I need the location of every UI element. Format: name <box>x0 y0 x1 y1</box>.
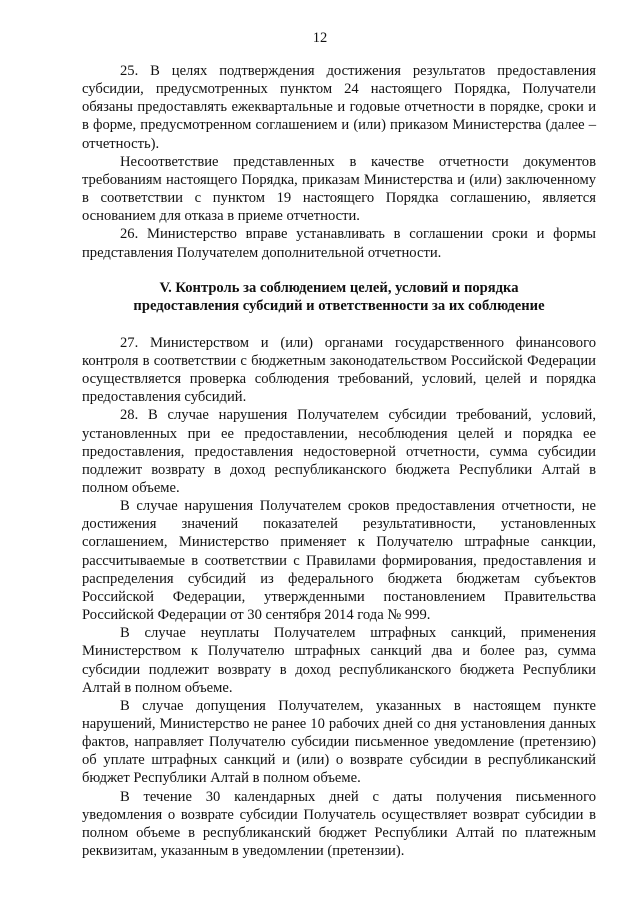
paragraph-25: 25. В целях подтверждения достижения результатов предоставления субсидии, предусмотренных пунктом 24 настоящего Порядка, Получатели обязаны предоставлять ежеквартальные и годовые отчетности в порядке, сроки и в форме, предусмотренном соглашением и (или) приказом Министерства (далее – отчетность). <box>82 63 596 152</box>
section-heading <box>82 279 596 316</box>
paragraph-26: 26. Министерство вправе устанавливать в соглашении сроки и формы представления Получателем дополнительной отчетности. <box>82 226 596 261</box>
paragraph-28: 28. В случае нарушения Получателем субсидии требований, условий, установленных при ее предоставлении, несоблюдения целей и порядка ее предоставления, предоставления недостоверной отчетности, сумма субсидии подлежит возврату в доход республиканского бюджета Республики Алтай в полном объеме. <box>82 407 596 496</box>
paragraph-25-nonconformity: Несоответствие представленных в качестве отчетности документов требованиям настоящего Порядка, приказам Министерства и (или) заключенному в соответствии с пунктом 19 настоящего Порядка соглашению, является основанием для отказа в приеме отчетности. <box>82 153 596 225</box>
paragraph-28-reporting-violation: В случае нарушения Получателем сроков предоставления отчетности, не достижения значений показателей результативности, установленных соглашением, Министерство применяет к Получателю штрафные санкции, рассчитываемые в соответствии с Правилами формирования, предоставления и распределения субсидий из федерального бюджета бюджетам субъектов Российской Федерации, утвержденными постановлением Правительства Российской Федерации от 30 сентября 2014 года № 999. <box>82 498 596 624</box>
section-heading-line-2: предоставления субсидий и ответственности за их соблюдение <box>133 298 545 315</box>
paragraph-28-nonpayment: В случае неуплаты Получателем штрафных санкций, применения Министерством к Получателю штрафных санкций два и более раз, сумма субсидии подлежит возврату в доход республиканского бюджета Республики Алтай в полном объеме. <box>82 625 596 696</box>
section-heading-line-1: V. Контроль за соблюдением целей, условий и порядка <box>159 279 519 296</box>
page-content <box>82 62 596 860</box>
paragraph-28-notification: В случае допущения Получателем, указанных в настоящем пункте нарушений, Министерство не ранее 10 рабочих дней со дня установления данных фактов, направляет Получателю субсидии письменное уведомление (претензию) об уплате штрафных санкций и (или) о возврате субсидии в республиканский бюджет Республики Алтай в полном объеме. <box>82 697 596 787</box>
page-number: 12 <box>312 30 328 46</box>
paragraph-27: 27. Министерством и (или) органами государственного финансового контроля в соответствии с бюджетным законодательством Российской Федерации осуществляется проверка соблюдения требований, условий, целей и порядка предоставления субсидий. <box>82 334 596 406</box>
paragraph-28-refund: В течение 30 календарных дней с даты получения письменного уведомления о возврате субсидии Получатель осуществляет возврат субсидии в полном объеме в республиканский бюджет Республики Алтай по платежным реквизитам, указанным в уведомлении (претензии). <box>82 788 596 860</box>
